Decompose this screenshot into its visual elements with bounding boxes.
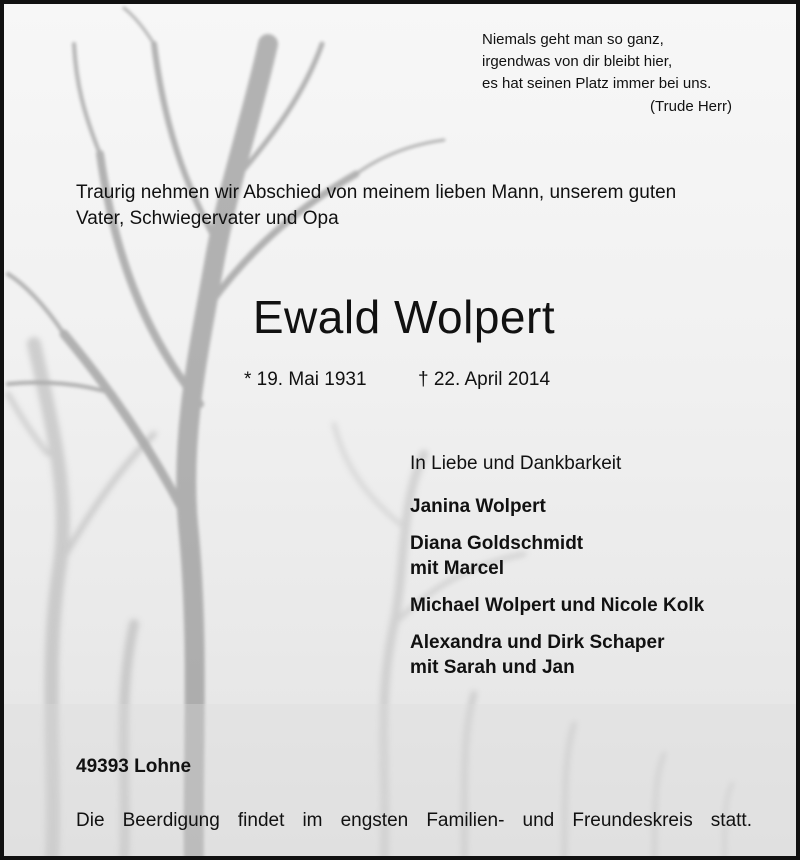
intro-line: Traurig nehmen wir Abschied von meinem lieben Mann, unserem guten: [76, 182, 677, 203]
funeral-note: Die Beerdigung findet im engsten Familien- und Freundeskreis statt.: [76, 810, 752, 831]
survivor-line: Michael Wolpert und Nicole Kolk: [410, 595, 705, 616]
quote-line: Niemals geht man so ganz,: [482, 31, 664, 48]
birth-date: * 19. Mai 1931: [244, 369, 367, 390]
list-item: [410, 593, 704, 618]
list-item: [410, 630, 704, 680]
misty-trees-background: [4, 4, 800, 860]
intro-text: [76, 180, 756, 232]
list-item: [410, 494, 704, 519]
intro-line: Vater, Schwiegervater und Opa: [76, 208, 339, 229]
survivor-line: Diana Goldschmidt: [410, 533, 584, 554]
thanks-line: In Liebe und Dankbarkeit: [410, 453, 622, 474]
deceased-name: Ewald Wolpert: [252, 291, 556, 343]
quote-block: [482, 29, 762, 95]
death-date: † 22. April 2014: [418, 369, 551, 390]
quote-line: irgendwas von dir bleibt hier,: [482, 53, 673, 70]
survivors-list: [410, 494, 704, 692]
place-line: 49393 Lohne: [76, 756, 192, 777]
survivor-line: Janina Wolpert: [410, 496, 546, 517]
ground-mist: [4, 704, 800, 860]
survivor-line: mit Sarah und Jan: [410, 657, 575, 678]
quote-line: es hat seinen Platz immer bei uns.: [482, 75, 712, 92]
survivor-line: Alexandra und Dirk Schaper: [410, 632, 665, 653]
list-item: [410, 531, 704, 581]
survivor-line: mit Marcel: [410, 558, 504, 579]
quote-author: (Trude Herr): [650, 98, 732, 115]
